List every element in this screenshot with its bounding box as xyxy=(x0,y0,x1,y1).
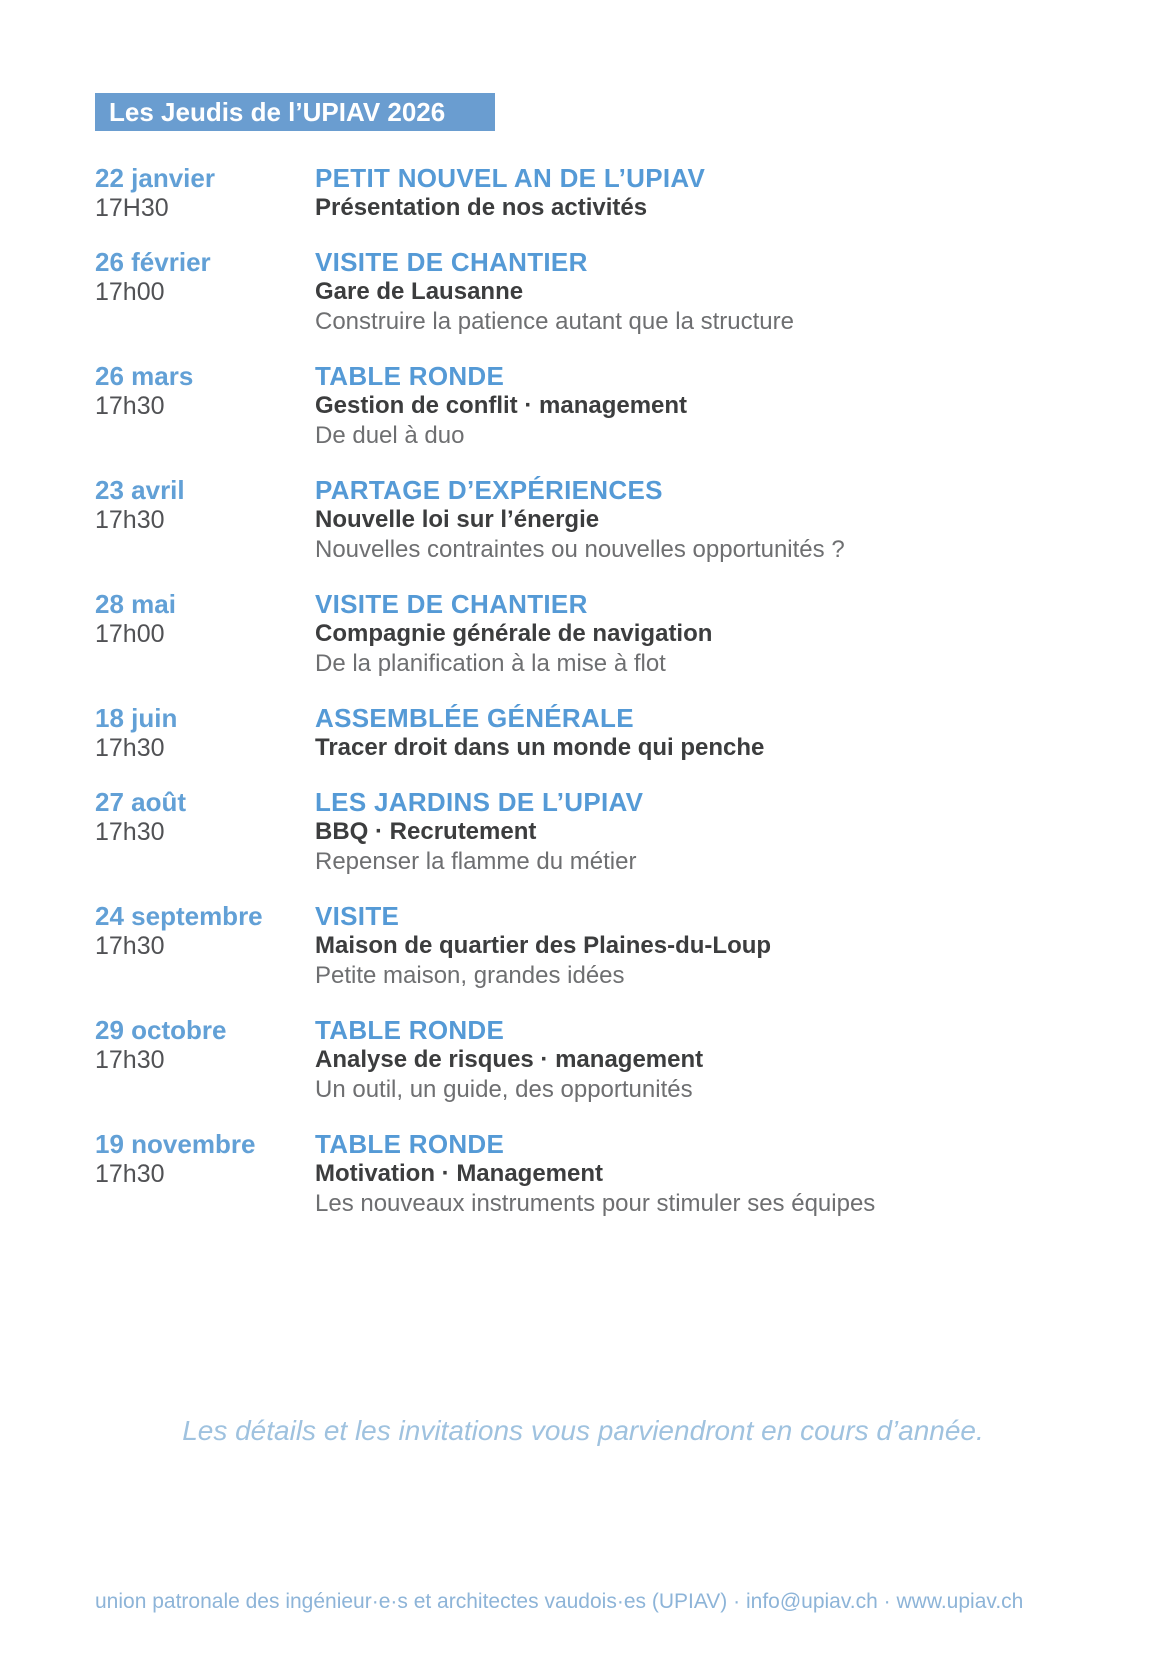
event-type: PETIT NOUVEL AN DE L’UPIAV xyxy=(315,163,706,193)
event-title: Gare de Lausanne xyxy=(315,278,524,305)
event-row xyxy=(95,1015,1106,1105)
event-right-column xyxy=(315,163,1106,223)
event-left-column xyxy=(95,787,315,877)
event-right-column xyxy=(315,703,1106,763)
event-time: 17H30 xyxy=(95,194,169,222)
event-type: TABLE RONDE xyxy=(315,1129,505,1159)
event-left-column xyxy=(95,361,315,451)
event-type: VISITE DE CHANTIER xyxy=(315,589,588,619)
footer-separator: · xyxy=(883,1590,891,1613)
event-left-column xyxy=(95,475,315,565)
event-left-column xyxy=(95,163,315,223)
event-time: 17h30 xyxy=(95,1046,165,1074)
footer xyxy=(95,1590,1023,1614)
event-subtitle: De duel à duo xyxy=(315,422,465,449)
event-left-column xyxy=(95,1129,315,1219)
event-date: 19 novembre xyxy=(95,1129,256,1159)
event-right-column xyxy=(315,787,1106,877)
event-type: TABLE RONDE xyxy=(315,1015,505,1045)
event-title: Nouvelle loi sur l’énergie xyxy=(315,506,600,533)
event-title: Tracer droit dans un monde qui penche xyxy=(315,734,765,761)
event-subtitle: Les nouveaux instruments pour stimuler ses équipes xyxy=(315,1190,876,1217)
event-date: 26 mars xyxy=(95,361,194,391)
event-subtitle: Repenser la flamme du métier xyxy=(315,848,637,875)
event-row xyxy=(95,475,1106,565)
event-date: 23 avril xyxy=(95,475,185,505)
event-row xyxy=(95,787,1106,877)
event-date: 18 juin xyxy=(95,703,178,733)
event-row xyxy=(95,589,1106,679)
event-type: VISITE DE CHANTIER xyxy=(315,247,588,277)
event-subtitle: De la planification à la mise à flot xyxy=(315,650,666,677)
event-left-column xyxy=(95,1015,315,1105)
event-type: VISITE xyxy=(315,901,400,931)
event-title: Maison de quartier des Plaines-du-Loup xyxy=(315,932,772,959)
event-date: 28 mai xyxy=(95,589,176,619)
event-row xyxy=(95,163,1106,223)
event-type: ASSEMBLÉE GÉNÉRALE xyxy=(315,703,634,733)
event-subtitle: Un outil, un guide, des opportunités xyxy=(315,1076,693,1103)
event-time: 17h30 xyxy=(95,818,165,846)
event-right-column xyxy=(315,901,1106,991)
event-date: 22 janvier xyxy=(95,163,215,193)
footer-separator: · xyxy=(733,1590,741,1613)
event-right-column xyxy=(315,1015,1106,1105)
event-title: Compagnie générale de navigation xyxy=(315,620,713,647)
footer-organization: union patronale des ingénieur·e·s et architectes vaudois·es (UPIAV) xyxy=(95,1590,728,1613)
event-left-column xyxy=(95,703,315,763)
event-left-column xyxy=(95,247,315,337)
title-banner xyxy=(95,93,495,131)
footer-website-link[interactable]: www.upiav.ch xyxy=(896,1590,1024,1613)
event-title: BBQ · Recrutement xyxy=(315,818,537,845)
event-title: Gestion de conflit · management xyxy=(315,392,688,419)
event-time: 17h30 xyxy=(95,506,165,534)
event-row xyxy=(95,901,1106,991)
event-type: LES JARDINS DE L’UPIAV xyxy=(315,787,644,817)
event-title: Motivation · Management xyxy=(315,1160,604,1187)
event-subtitle: Nouvelles contraintes ou nouvelles opportunités ? xyxy=(315,536,845,563)
event-date: 29 octobre xyxy=(95,1015,227,1045)
event-right-column xyxy=(315,247,1106,337)
event-right-column xyxy=(315,475,1106,565)
invitation-note: Les détails et les invitations vous parviendront en cours d’année. xyxy=(182,1415,984,1446)
page-title: Les Jeudis de l’UPIAV 2026 xyxy=(109,97,446,127)
event-subtitle: Construire la patience autant que la structure xyxy=(315,308,794,335)
footer-email-link[interactable]: info@upiav.ch xyxy=(745,1590,878,1613)
event-row xyxy=(95,361,1106,451)
event-title: Présentation de nos activités xyxy=(315,194,648,221)
event-row xyxy=(95,1129,1106,1219)
event-time: 17h00 xyxy=(95,620,165,648)
event-left-column xyxy=(95,901,315,991)
event-type: PARTAGE D’EXPÉRIENCES xyxy=(315,475,663,505)
event-time: 17h30 xyxy=(95,1160,165,1188)
event-right-column xyxy=(315,1129,1106,1219)
event-right-column xyxy=(315,361,1106,451)
event-row xyxy=(95,247,1106,337)
event-title: Analyse de risques · management xyxy=(315,1046,704,1073)
event-time: 17h30 xyxy=(95,932,165,960)
events-list xyxy=(95,163,1106,1243)
event-subtitle: Petite maison, grandes idées xyxy=(315,962,625,989)
event-date: 26 février xyxy=(95,247,211,277)
event-type: TABLE RONDE xyxy=(315,361,505,391)
event-date: 27 août xyxy=(95,787,187,817)
event-row xyxy=(95,703,1106,763)
event-time: 17h00 xyxy=(95,278,165,306)
event-time: 17h30 xyxy=(95,392,165,420)
event-right-column xyxy=(315,589,1106,679)
event-time: 17h30 xyxy=(95,734,165,762)
event-date: 24 septembre xyxy=(95,901,263,931)
event-left-column xyxy=(95,589,315,679)
